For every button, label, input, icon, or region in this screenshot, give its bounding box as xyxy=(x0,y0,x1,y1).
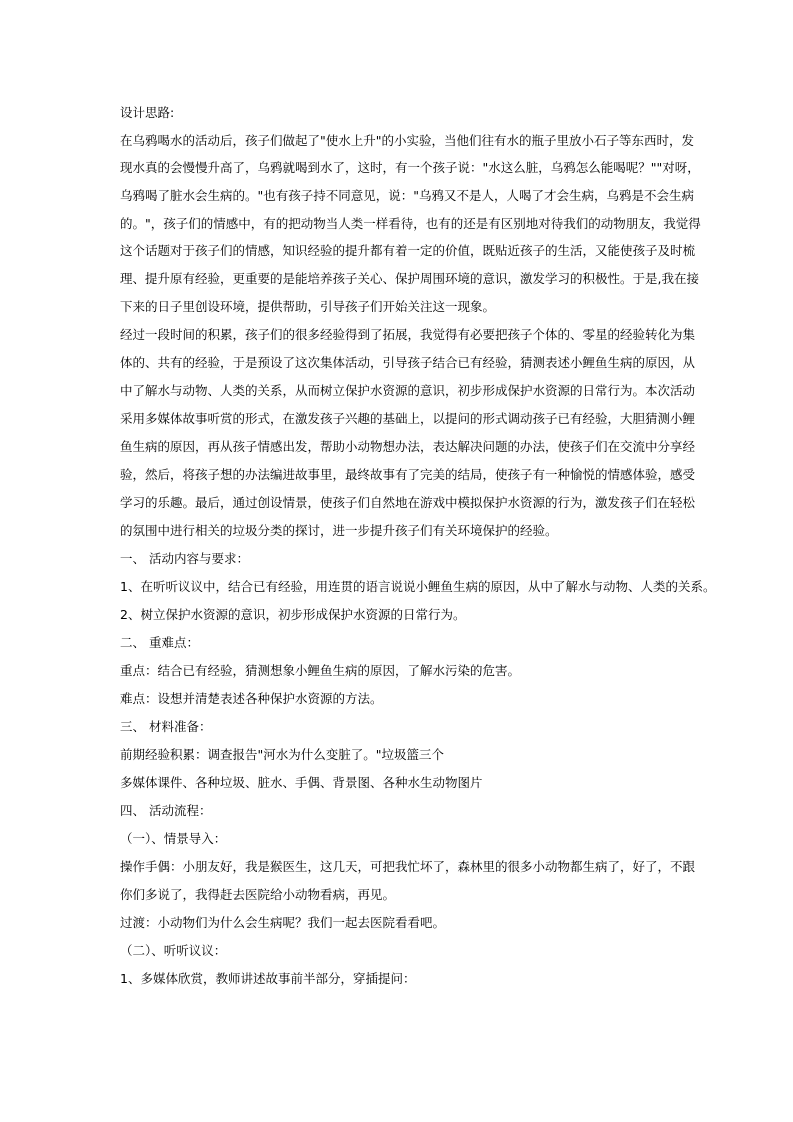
list-item: 2、树立保护水资源的意识，初步形成保护水资源的日常行为。 xyxy=(120,607,466,622)
paragraph-line: 体的、共有的经验，于是预设了这次集体活动，引导孩子结合已有经验，猜测表述小鲤鱼生病的原因，从 xyxy=(120,355,696,370)
paragraph-line: 验，然后，将孩子想的办法编进故事里，最终故事有了完美的结局，使孩子有一种愉悦的情感体验，感受 xyxy=(120,467,696,482)
section-heading-2: 二、 重难点： xyxy=(120,635,199,650)
paragraph-line: 中了解水与动物、人类的关系，从而树立保护水资源的意识，初步形成保护水资源的日常行为。本次活动 xyxy=(120,383,696,398)
paragraph-line: 难点：设想并清楚表述各种保护水资源的方法。 xyxy=(120,691,383,706)
paragraph-line: 重点：结合已有经验，猜测想象小鲤鱼生病的原因，了解水污染的危害。 xyxy=(120,663,521,678)
list-item: 1、多媒体欣赏，教师讲述故事前半部分，穿插提问： xyxy=(120,971,416,986)
paragraph-line: 乌鸦喝了脏水会生病的。"也有孩子持不同意见，说："乌鸦又不是人，人喝了才会生病，乌鸦是不会生病 xyxy=(120,188,695,203)
section-heading-1: 一、 活动内容与要求： xyxy=(120,551,249,566)
list-item: 1、在听听议议中，结合已有经验，用连贯的语言说说小鲤鱼生病的原因，从中了解水与动物、人类的关系。 xyxy=(120,579,716,594)
paragraph-line: 鱼生病的原因，再从孩子情感出发，帮助小动物想办法，表达解决问题的办法，使孩子们在交流中分享经 xyxy=(120,439,696,454)
paragraph-line: 学习的乐趣。最后，通过创设情景，使孩子们自然地在游戏中模拟保护水资源的行为，激发孩子们在轻松 xyxy=(120,495,696,510)
section-heading-4: 四、 活动流程： xyxy=(120,803,212,818)
paragraph-line: 这个话题对于孩子们的情感，知识经验的提升都有着一定的价值，既贴近孩子的生活，又能使孩子及时梳 xyxy=(120,243,696,258)
paragraph-line: 在乌鸦喝水的活动后，孩子们做起了"使水上升"的小实验，当他们往有水的瓶子里放小石子等东西时，发 xyxy=(120,133,695,148)
paragraph-line: 的。"，孩子们的情感中，有的把动物当人类一样看待，也有的还是有区别地对待我们的动物朋友，我觉得 xyxy=(120,216,701,231)
paragraph-line: 理、提升原有经验，更重要的是能培养孩子关心、保护周围环境的意识，激发学习的积极性。于是,我在接 xyxy=(120,271,699,286)
section-title-design-idea: 设计思路: xyxy=(120,105,175,120)
subsection-heading: （二）、听听议议： xyxy=(120,943,227,958)
paragraph-line: 过渡：小动物们为什么会生病呢？我们一起去医院看看吧。 xyxy=(120,915,446,930)
paragraph-line: 前期经验积累：调查报告"河水为什么变脏了。"垃圾篮三个 xyxy=(120,747,445,762)
subsection-heading: （一）、情景导入： xyxy=(120,831,227,846)
paragraph-line: 经过一段时间的积累，孩子们的很多经验得到了拓展，我觉得有必要把孩子个体的、零星的经验转化为集 xyxy=(120,327,696,342)
paragraph-line: 多媒体课件、各种垃圾、脏水、手偶、背景图、各种水生动物图片 xyxy=(120,775,483,790)
paragraph-line: 操作手偶：小朋友好，我是猴医生，这几天，可把我忙坏了，森林里的很多小动物都生病了，好了，不跟 xyxy=(120,859,696,874)
paragraph-line: 你们多说了，我得赶去医院给小动物看病，再见。 xyxy=(120,887,396,902)
paragraph-line: 下来的日子里创设环境，提供帮助，引导孩子们开始关注这一现象。 xyxy=(120,299,496,314)
paragraph-line: 采用多媒体故事听赏的形式，在激发孩子兴趣的基础上，以提问的形式调动孩子已有经验，大胆猜测小鲤 xyxy=(120,411,696,426)
paragraph-line: 现水真的会慢慢升高了，乌鸦就喝到水了，这时，有一个孩子说："水这么脏，乌鸦怎么能喝呢？""对呀， xyxy=(120,160,700,175)
section-heading-3: 三、 材料准备： xyxy=(120,719,212,734)
paragraph-line: 的氛围中进行相关的垃圾分类的探讨，进一步提升孩子们有关环境保护的经验。 xyxy=(120,523,558,538)
